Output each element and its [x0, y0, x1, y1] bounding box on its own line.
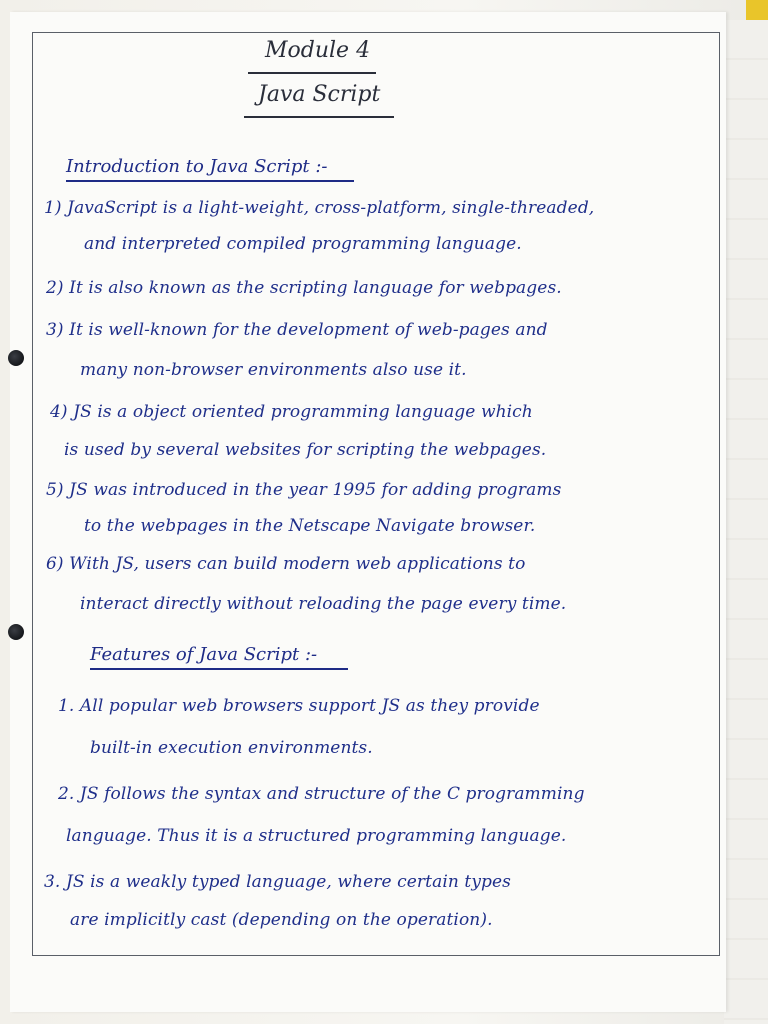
subject-title: Java Script [258, 82, 381, 107]
intro-line: and interpreted compiled programming language. [84, 234, 522, 254]
intro-heading: Introduction to Java Script :- [66, 156, 328, 177]
intro-line: 5) JS was introduced in the year 1995 for adding programs [46, 480, 562, 500]
intro-line: interact directly without reloading the page every time. [80, 594, 567, 614]
feature-line: 1. All popular web browsers support JS as they provide [58, 696, 540, 716]
feature-line: 2. JS follows the syntax and structure of the C programming [58, 784, 585, 804]
feature-line: built-in execution environments. [90, 738, 373, 758]
module-title: Module 4 [265, 38, 371, 63]
feature-line: 3. JS is a weakly typed language, where certain types [44, 872, 512, 892]
intro-line: 6) With JS, users can build modern web applications to [46, 554, 526, 574]
intro-heading-underline [66, 180, 354, 182]
intro-line: to the webpages in the Netscape Navigate browser. [84, 516, 536, 536]
underlying-sheet [724, 20, 768, 1024]
intro-line: 1) JavaScript is a light-weight, cross-platform, single-threaded, [44, 198, 595, 218]
intro-line: 2) It is also known as the scripting language for webpages. [46, 278, 562, 298]
feature-line: language. Thus it is a structured programming language. [66, 826, 567, 846]
binder-hole [8, 624, 24, 640]
intro-line: many non-browser environments also use it. [80, 360, 467, 380]
intro-line: 4) JS is a object oriented programming language which [50, 402, 533, 422]
binder-hole [8, 350, 24, 366]
module-title-underline [248, 72, 376, 74]
features-heading: Features of Java Script :- [90, 644, 318, 665]
intro-line: 3) It is well-known for the development of web-pages and [46, 320, 548, 340]
features-heading-underline [90, 668, 348, 670]
intro-line: is used by several websites for scripting the webpages. [64, 440, 547, 460]
subject-title-underline [244, 116, 394, 118]
feature-line: are implicitly cast (depending on the operation). [70, 910, 493, 930]
